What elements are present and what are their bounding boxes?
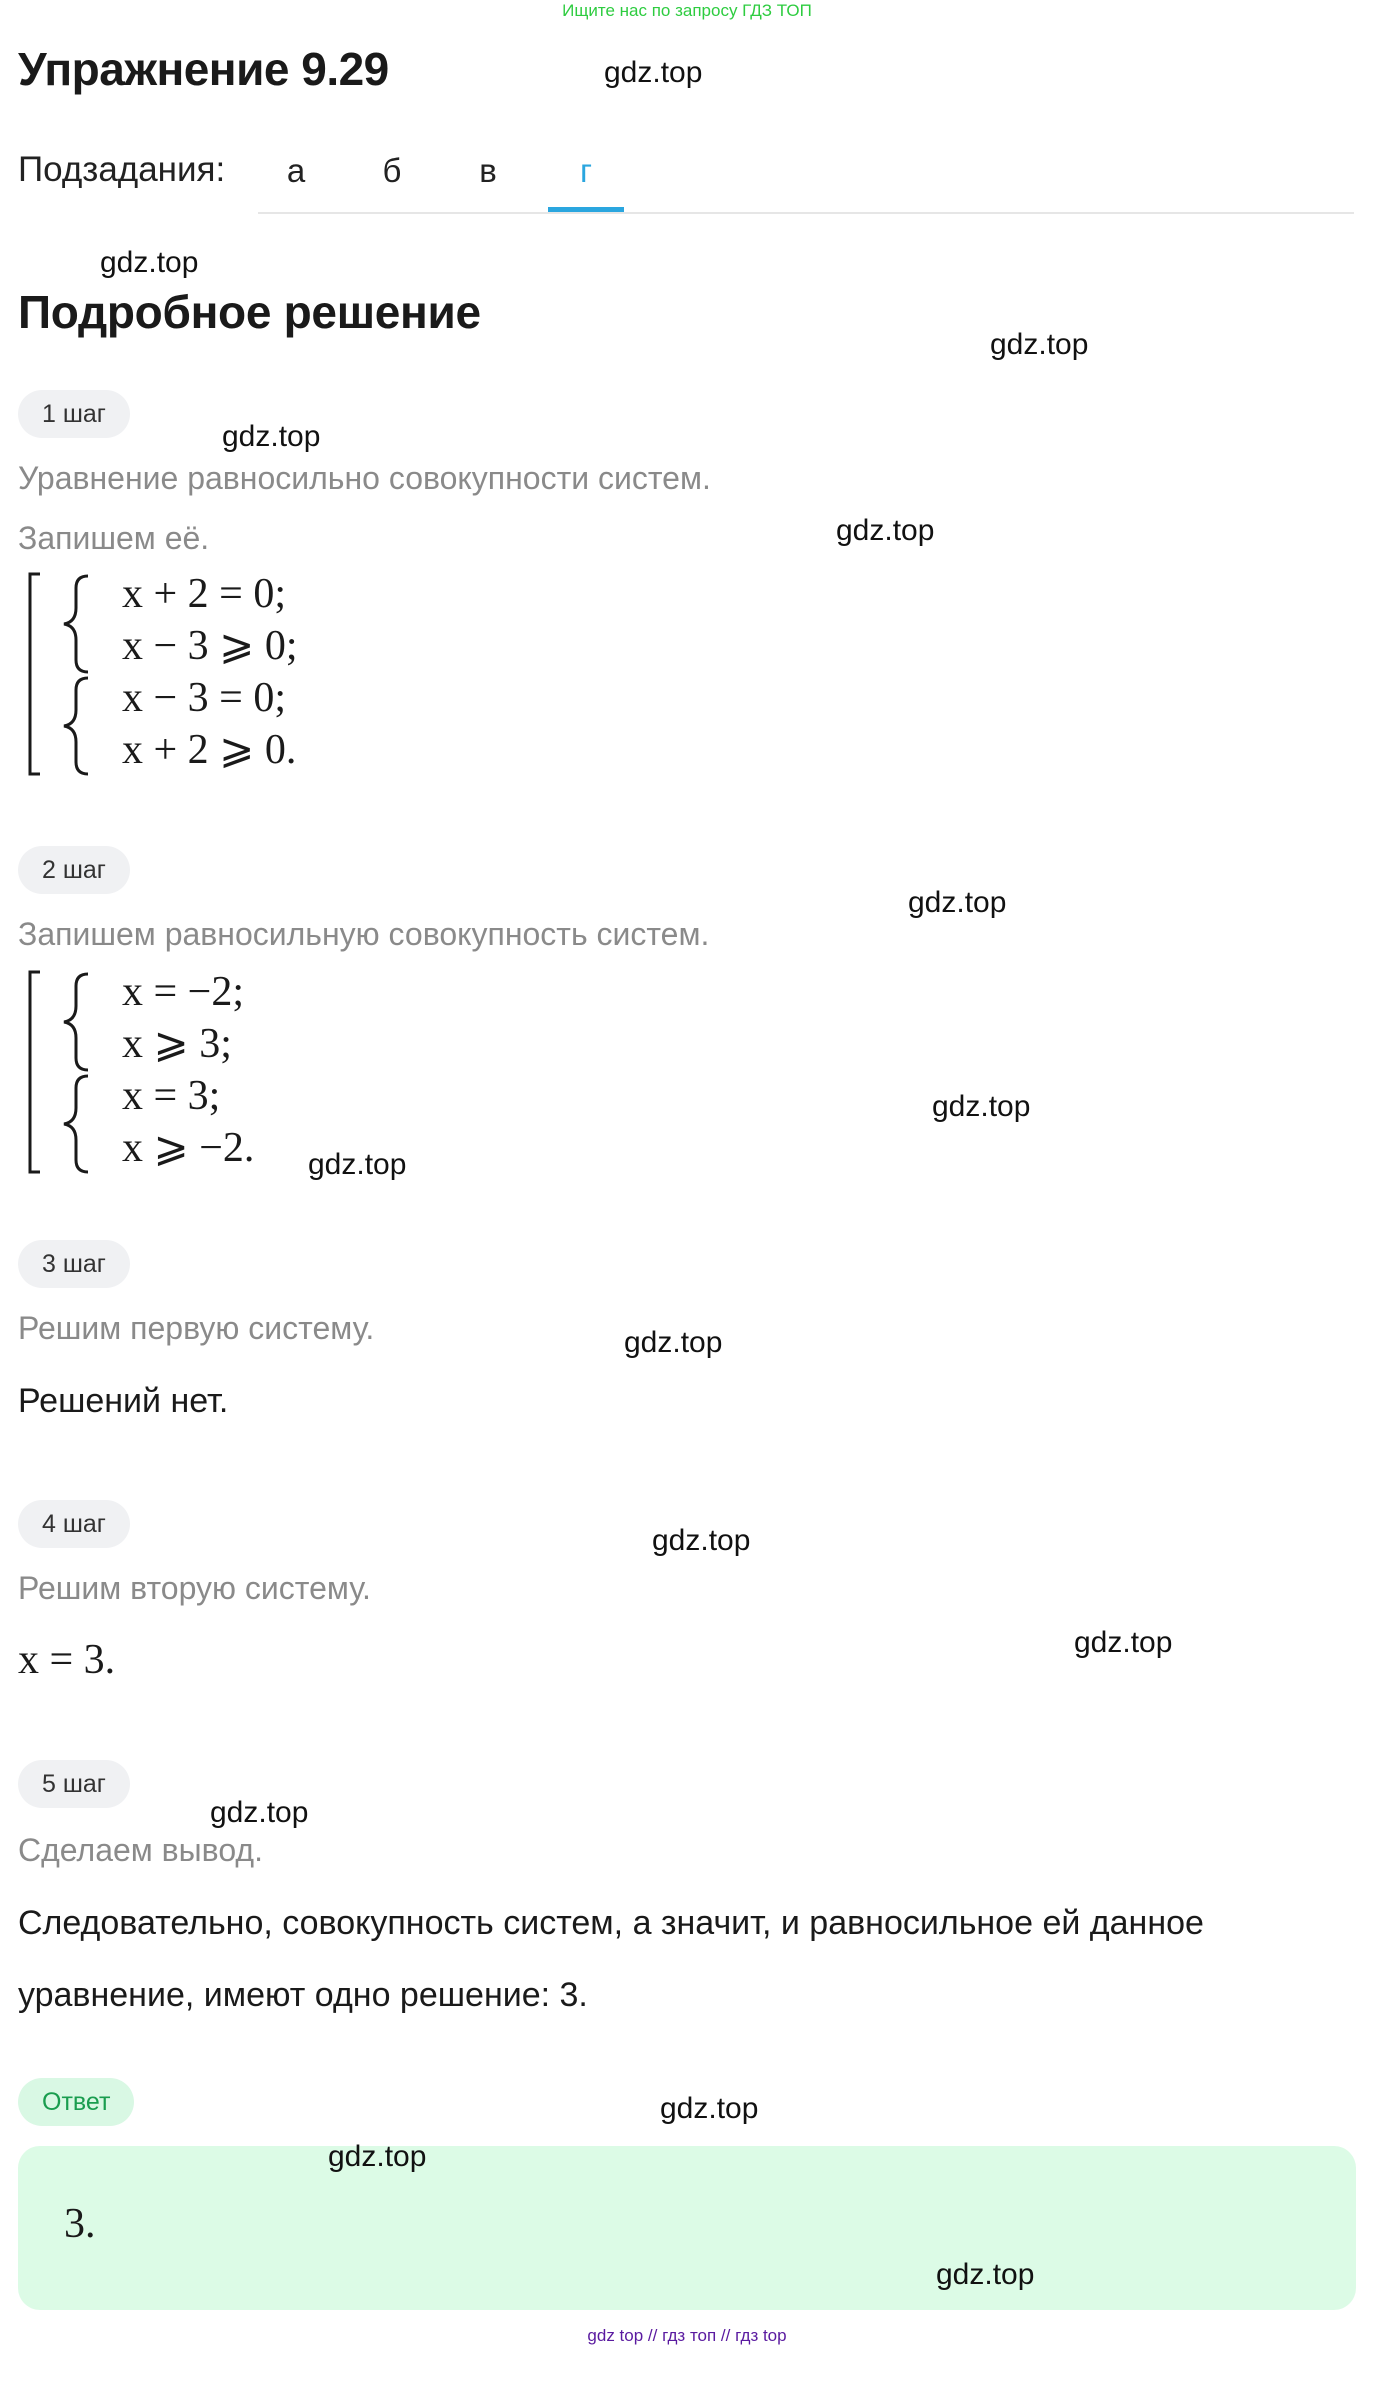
watermark: gdz.top [624,1326,723,1359]
step-4-badge: 4 шаг [18,1500,130,1548]
answer-box [18,2146,1356,2310]
step-2-badge: 2 шаг [18,846,130,894]
answer-value: 3. [64,2201,96,2247]
math-line: x = 3; [122,1073,221,1119]
step-5-result-line-1: Следовательно, совокупность систем, а значит, и равносильное ей данное [18,1904,1204,1942]
watermark: gdz.top [932,1090,1031,1123]
step-1-text: Уравнение равносильно совокупности систем. [18,460,711,496]
watermark: gdz.top [100,246,199,279]
step-2-text: Запишем равносильную совокупность систем. [18,916,710,952]
watermark: gdz.top [308,1148,407,1181]
math-line: x ⩾ −2. [122,1125,255,1171]
subtasks-label: Подзадания: [18,150,226,189]
step-1-badge: 1 шаг [18,390,130,438]
watermark: gdz.top [660,2092,759,2125]
watermark: gdz.top [990,328,1089,361]
footer-links[interactable]: gdz top // гдз топ // гдз top [587,2326,787,2345]
watermark: gdz.top [328,2140,427,2173]
watermark: gdz.top [652,1524,751,1557]
math-line: x = −2; [122,969,245,1015]
watermark: gdz.top [836,514,935,547]
bracket-brace-icon [18,568,98,782]
tab-b[interactable]: б [382,152,402,189]
bracket-brace-icon [18,966,98,1180]
math-line: x − 3 ⩾ 0; [122,623,298,669]
tab-v[interactable]: в [479,152,497,189]
search-banner: Ищите нас по запросу ГДЗ ТОП [562,1,812,20]
step-1-system [18,568,438,788]
step-4-text: Решим вторую систему. [18,1570,371,1606]
step-3-result: Решений нет. [18,1382,229,1420]
answer-badge: Ответ [18,2078,134,2126]
page-title: Упражнение 9.29 [18,43,389,95]
watermark: gdz.top [210,1796,309,1829]
watermark: gdz.top [908,886,1007,919]
watermark: gdz.top [604,56,703,89]
step-5-result-line-2: уравнение, имеют одно решение: 3. [18,1976,588,2014]
step-1-text-2: Запишем её. [18,520,210,556]
step-3-badge: 3 шаг [18,1240,130,1288]
step-5-text: Сделаем вывод. [18,1832,263,1868]
math-line: x + 2 = 0; [122,571,287,617]
math-line: x ⩾ 3; [122,1021,232,1067]
watermark: gdz.top [222,420,321,453]
step-5-badge: 5 шаг [18,1760,130,1808]
math-line: x + 2 ⩾ 0. [122,727,297,773]
solution-heading: Подробное решение [18,286,481,338]
step-3-text: Решим первую систему. [18,1310,375,1346]
step-4-result: x = 3. [18,1637,116,1683]
subtasks-tabs [258,140,1354,214]
watermark: gdz.top [1074,1626,1173,1659]
math-line: x − 3 = 0; [122,675,287,721]
tab-a[interactable]: а [286,152,306,189]
tab-g[interactable]: г [548,152,624,212]
watermark: gdz.top [936,2258,1035,2291]
